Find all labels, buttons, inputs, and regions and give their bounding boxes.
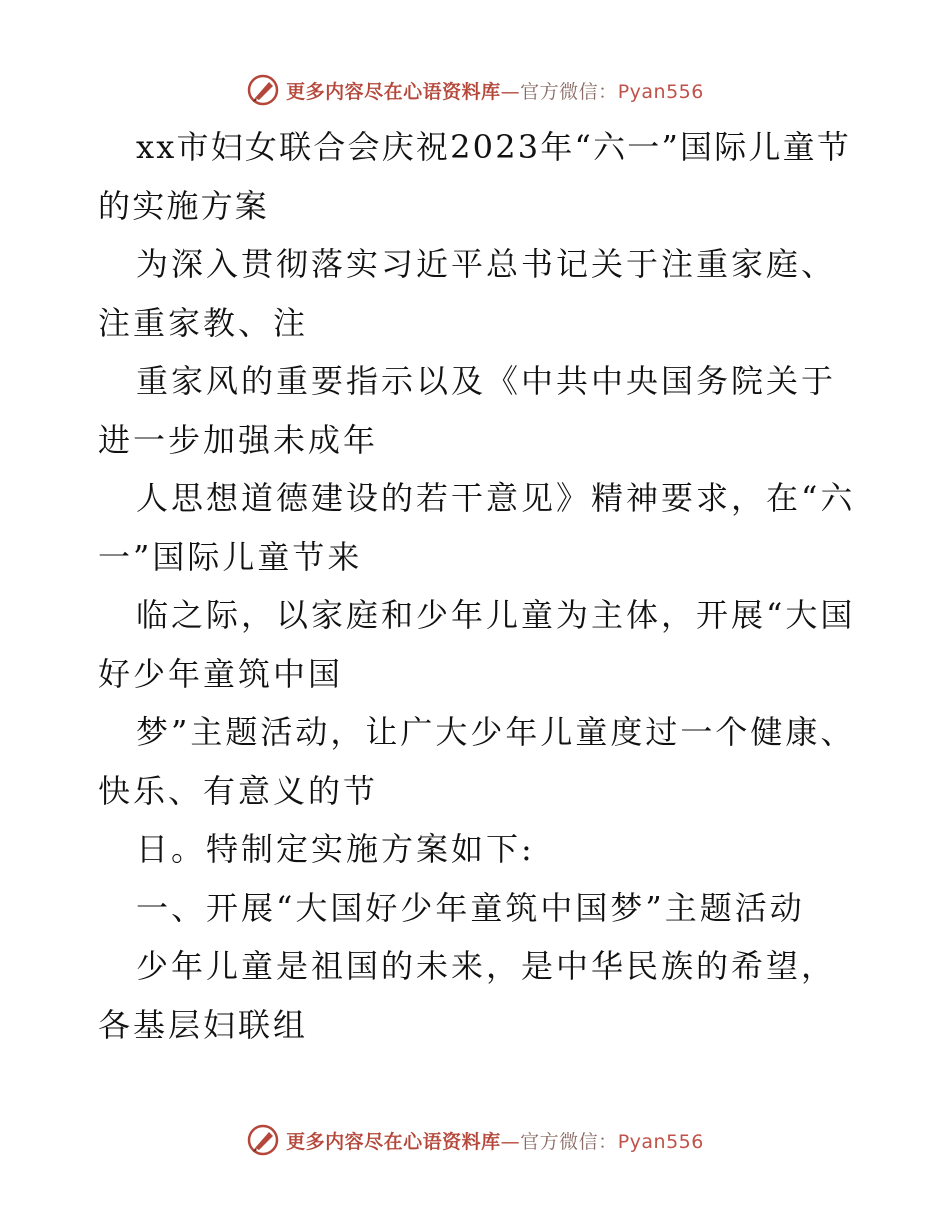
watermark-official-label: 官方微信： — [520, 1130, 618, 1153]
footer-watermark — [0, 1120, 950, 1160]
watermark-official-label: 官方微信： — [520, 80, 618, 103]
pen-logo-icon — [246, 73, 280, 107]
watermark-brand: 更多内容尽在心语资料库 — [286, 80, 501, 103]
paragraph: 人思想道德建设的若干意见》精神要求，在“六一”国际儿童节来 — [98, 479, 856, 576]
pen-logo-icon — [246, 1123, 280, 1157]
paragraph: 为深入贯彻落实习近平总书记关于注重家庭、注重家教、注 — [98, 245, 837, 342]
paragraph: 重家风的重要指示以及《中共中央国务院关于进一步加强未成年 — [98, 362, 837, 459]
header-watermark — [0, 70, 950, 110]
section-heading: 一、开展“大国好少年童筑中国梦”主题活动 — [136, 888, 805, 927]
watermark-text — [286, 1127, 704, 1154]
document-title: xx市妇女联合会庆祝2023年“六一”国际儿童节的实施方案 — [98, 128, 852, 225]
paragraph: 日。特制定实施方案如下: — [136, 830, 535, 868]
watermark-separator: — — [500, 80, 521, 103]
paragraph: 临之际，以家庭和少年儿童为主体，开展“大国好少年童筑中国 — [98, 596, 856, 693]
watermark-separator: — — [500, 1130, 521, 1153]
watermark-wechat-id: Pyan556 — [617, 80, 704, 103]
paragraph: 少年儿童是祖国的未来，是中华民族的希望，各基层妇联组 — [98, 947, 837, 1044]
watermark-text — [286, 77, 704, 104]
paragraph: 梦”主题活动，让广大少年儿童度过一个健康、快乐、有意义的节 — [98, 713, 856, 810]
watermark-brand: 更多内容尽在心语资料库 — [286, 1130, 501, 1153]
document-body — [98, 118, 858, 1054]
watermark-wechat-id: Pyan556 — [617, 1130, 704, 1153]
